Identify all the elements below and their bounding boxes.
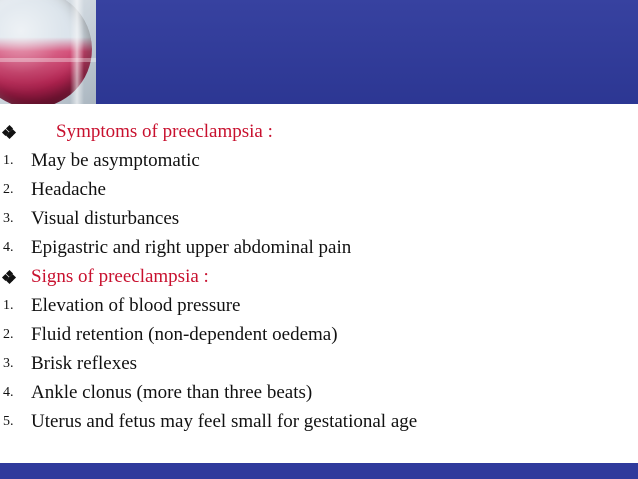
sign-number: 5.: [3, 414, 14, 429]
sign-number: 3.: [3, 356, 14, 371]
sign-number: 1.: [3, 298, 14, 313]
sign-item: [0, 321, 638, 349]
sign-text: Uterus and fetus may feel small for gestational age: [31, 411, 418, 432]
symptom-number: 1.: [3, 153, 14, 168]
symptoms-heading-row: [0, 118, 638, 146]
symptom-text: May be asymptomatic: [31, 150, 200, 171]
sign-text: Ankle clonus (more than three beats): [31, 382, 313, 403]
sign-item: [0, 408, 638, 436]
flask-photo: [0, 0, 96, 104]
symptom-item: [0, 176, 638, 204]
symptom-text: Epigastric and right upper abdominal pain: [31, 237, 352, 258]
diamond-bullet-icon: [2, 263, 16, 291]
sign-number: 4.: [3, 385, 14, 400]
sign-text: Fluid retention (non-dependent oedema): [31, 324, 338, 345]
symptom-text: Visual disturbances: [31, 208, 180, 229]
symptom-item: [0, 234, 638, 262]
signs-heading-row: [0, 263, 638, 291]
diamond-bullet-icon: [2, 118, 16, 146]
sign-item: [0, 292, 638, 320]
glass-reflection: [70, 0, 84, 104]
symptom-item: [0, 205, 638, 233]
sign-text: Brisk reflexes: [31, 353, 138, 374]
sign-text: Elevation of blood pressure: [31, 295, 241, 316]
signs-heading: Signs of preeclampsia :: [31, 266, 209, 287]
footer-band: [0, 463, 638, 479]
symptom-number: 2.: [3, 182, 14, 197]
symptom-text: Headache: [31, 179, 106, 200]
symptom-number: 3.: [3, 211, 14, 226]
sign-number: 2.: [3, 327, 14, 342]
symptom-number: 4.: [3, 240, 14, 255]
symptom-item: [0, 147, 638, 175]
sign-item: [0, 350, 638, 378]
symptoms-heading: Symptoms of preeclampsia :: [56, 121, 273, 142]
sign-item: [0, 379, 638, 407]
